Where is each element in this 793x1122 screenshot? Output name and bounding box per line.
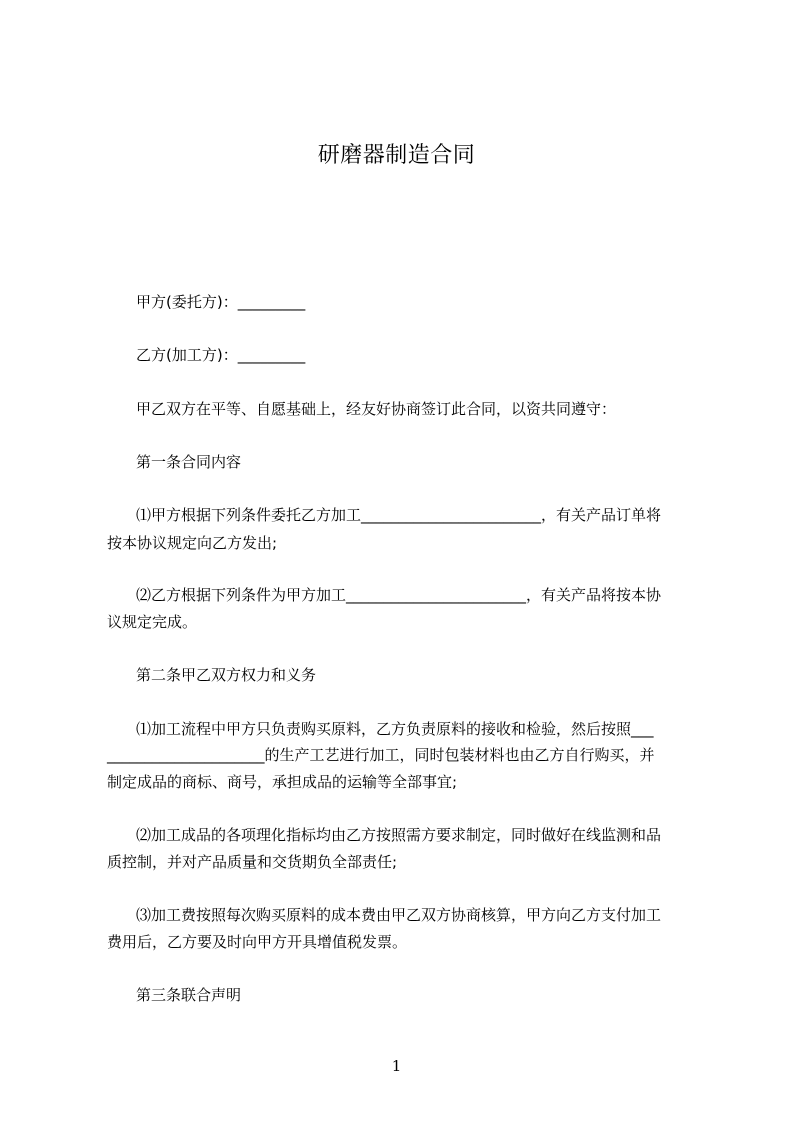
article-2-item-1-line-3: 制定成品的商标、商号，承担成品的运输等全部事宜;: [107, 773, 458, 791]
article-3-heading: 第三条联合声明: [136, 986, 242, 1004]
article-1-item-2-line-2: 议规定完成。: [107, 613, 198, 631]
article-1-item-1-line-1: ⑴甲方根据下列条件委托乙方加工________________________，有关产品订单将: [136, 506, 662, 524]
article-2-item-1-line-1: ⑴加工流程中甲方只负责购买原料，乙方负责原料的接收和检验，然后按照___: [136, 720, 654, 738]
article-2-heading: 第二条甲乙双方权力和义务: [136, 666, 317, 684]
party-a-line: 甲方(委托方)：_________: [136, 293, 306, 311]
article-2-item-1-line-2: _____________________的生产工艺进行加工，同时包装材料也由乙方自行购买，并: [107, 746, 655, 764]
article-2-item-2-line-1: ⑵加工成品的各项理化指标均由乙方按照需方要求制定，同时做好在线监测和品: [136, 826, 662, 844]
article-1-item-1-line-2: 按本协议规定向乙方发出;: [107, 534, 278, 552]
article-1-item-2-line-1: ⑵乙方根据下列条件为甲方加工________________________，有关产品将按本协: [136, 586, 662, 604]
preamble-text: 甲乙双方在平等、自愿基础上，经友好协商签订此合同，以资共同遵守：: [136, 400, 617, 418]
article-1-heading: 第一条合同内容: [136, 453, 242, 471]
article-2-item-2-line-2: 质控制，并对产品质量和交货期负全部责任;: [107, 853, 398, 871]
article-2-item-3-line-2: 费用后，乙方要及时向甲方开具增值税发票。: [107, 933, 408, 951]
party-b-line: 乙方(加工方)：_________: [136, 346, 306, 364]
article-2-item-3-line-1: ⑶加工费按照每次购买原料的成本费由甲乙双方协商核算，甲方向乙方支付加工: [136, 906, 662, 924]
page-number: 1: [391, 1057, 402, 1075]
document-title: 研磨器制造合同: [317, 143, 476, 168]
